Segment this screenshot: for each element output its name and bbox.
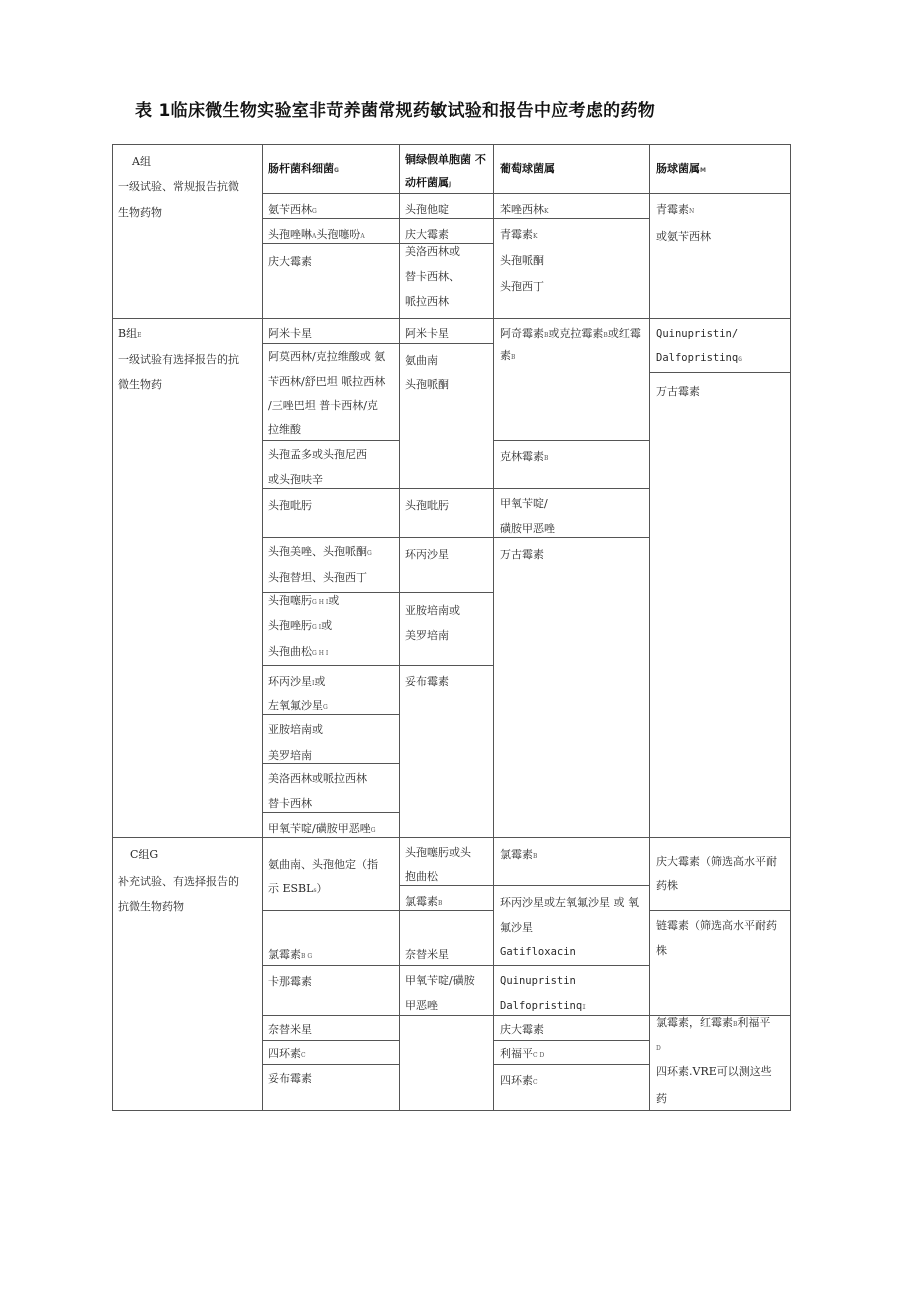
page-title: 表 1临床微生物实验室非苛养菌常规药敏试验和报告中应考虑的药物: [135, 101, 656, 121]
table-border-bottom: [112, 1110, 791, 1111]
drug-cell: 庆大霉素: [405, 228, 449, 241]
drug-cell: 哌拉西林: [405, 295, 449, 308]
drug-cell: 苄西林/舒巴坦 哌拉西林: [268, 375, 386, 388]
drug-cell: 奈替米星: [405, 948, 449, 961]
header-enterobacteriaceae: 肠杆菌科细菌G: [268, 162, 339, 175]
drug-cell: 四环素C: [500, 1074, 538, 1087]
table-border-left: [112, 144, 113, 1111]
drug-cell: 磺胺甲恶唑: [500, 522, 555, 535]
group-divider-c: [112, 837, 791, 838]
drug-cell: 妥布霉素: [268, 1072, 312, 1085]
drug-cell: 亚胺培南或: [405, 604, 460, 617]
drug-cell: 氨曲南、头孢他定（指: [268, 858, 378, 871]
group-b-desc-2: 微生物药: [118, 378, 162, 391]
drug-cell: 氯霉素B: [405, 895, 443, 908]
drug-cell: 头孢哌酮: [500, 254, 544, 267]
drug-cell: DalfopristinqG: [656, 352, 742, 364]
drug-cell: 四环素C: [268, 1047, 306, 1060]
drug-cell: Quinupristin/: [656, 328, 739, 340]
header-pseudomonas-line2: 动杆菌属J: [405, 176, 452, 189]
drug-cell: 氟沙星: [500, 921, 533, 934]
line: [649, 910, 790, 911]
drug-cell: 头孢西丁: [500, 280, 544, 293]
header-pseudomonas: 铜绿假单胞菌 不: [405, 153, 486, 166]
drug-cell: 苯唑西林K: [500, 203, 549, 216]
drug-cell: 头孢哌酮: [405, 378, 449, 391]
drug-cell: 庆大霉素（筛选高水平耐: [656, 855, 777, 868]
group-c-desc-2: 抗微生物药物: [118, 900, 184, 913]
drug-cell: 阿米卡星: [405, 327, 449, 340]
line: [262, 537, 399, 538]
header-enterococcus: 肠球菌属M: [656, 162, 706, 175]
drug-cell: 株: [656, 944, 667, 957]
drug-cell: 青霉素N: [656, 203, 695, 216]
table-border-top: [112, 144, 791, 145]
drug-cell: 万古霉素: [500, 548, 544, 561]
drug-cell: 左氧氟沙星G: [268, 699, 328, 712]
drug-cell: 氯霉素B G: [268, 948, 313, 961]
drug-cell: 或氨苄西林: [656, 230, 711, 243]
drug-cell: 环丙沙星或左氧氟沙星 或 氧: [500, 896, 639, 909]
table-border-right: [790, 144, 791, 1111]
drug-cell: 头孢唑啉A头孢噻吩A: [268, 228, 365, 241]
drug-cell: 氯霉素B: [500, 848, 538, 861]
drug-cell: 氯霉素，红霉素B利福平: [656, 1016, 771, 1029]
drug-cell: 头孢噻肟或头: [405, 846, 471, 859]
drug-cell: 药株: [656, 879, 678, 892]
header-staphylococcus: 葡萄球菌属: [500, 162, 555, 175]
drug-cell: 头孢美唑、头孢哌酮G: [268, 545, 372, 558]
drug-cell: 替卡西林: [268, 797, 312, 810]
drug-cell: 奈替米星: [268, 1023, 312, 1036]
drug-cell: 阿米卡星: [268, 327, 312, 340]
line: [493, 488, 649, 489]
drug-cell: 青霉素K: [500, 228, 538, 241]
drug-cell: 头孢孟多或头孢尼西: [268, 448, 367, 461]
drug-cell: 环丙沙星: [405, 548, 449, 561]
line: [399, 537, 493, 538]
drug-cell: 美洛西林或哌拉西林: [268, 772, 367, 785]
line: [399, 665, 493, 666]
drug-cell: 阿莫西林/克拉维酸或 氨: [268, 350, 386, 363]
drug-cell: 头孢替坦、头孢西丁: [268, 571, 367, 584]
group-c-name: C组G: [130, 848, 159, 861]
drug-cell: 头孢噻肟G H I或: [268, 594, 340, 607]
drug-cell: 甲氧苄啶/磺胺: [405, 974, 475, 987]
drug-cell: 克林霉素B: [500, 450, 549, 463]
header-divider: [262, 193, 791, 194]
drug-cell: 头孢曲松G H I: [268, 645, 329, 658]
drug-cell: 阿奇霉素B或克拉霉素B或红霉: [500, 327, 641, 340]
drug-cell: 氨苄西林G: [268, 203, 317, 216]
drug-cell: 示 ESBLs）: [268, 882, 328, 895]
group-a-desc-2: 生物药物: [118, 206, 162, 219]
drug-cell: 替卡西林、: [405, 270, 460, 283]
drug-cell: 氨曲南: [405, 354, 438, 367]
drug-cell: 或头孢呋辛: [268, 473, 323, 486]
drug-cell: 甲恶唑: [405, 999, 438, 1012]
line: [493, 885, 649, 886]
drug-cell: Quinupristin: [500, 975, 576, 987]
drug-cell: 庆大霉素: [500, 1023, 544, 1036]
group-a-desc: 一级试验、常规报告抗微: [118, 180, 239, 193]
drug-cell: 药: [656, 1092, 667, 1105]
drug-cell: 链霉素（筛选高水平耐药: [656, 919, 777, 932]
group-divider-b: [112, 318, 791, 319]
drug-cell: 卡那霉素: [268, 975, 312, 988]
drug-cell: 环丙沙星I或: [268, 675, 326, 688]
drug-cell: 头孢唑肟G I或: [268, 619, 333, 632]
drug-cell: 亚胺培南或: [268, 723, 323, 736]
drug-cell: 利福平C D: [500, 1047, 545, 1060]
drug-cell: 四环素.VRE可以测这些: [656, 1065, 772, 1078]
drug-cell: Gatifloxacin: [500, 946, 576, 958]
group-b-desc: 一级试验有选择报告的抗: [118, 353, 239, 366]
drug-cell: 万古霉素: [656, 385, 700, 398]
drug-cell: 头孢他啶: [405, 203, 449, 216]
line: [399, 592, 493, 593]
line: [493, 440, 649, 441]
drug-cell: D: [656, 1045, 661, 1052]
group-a-name: A组: [132, 155, 151, 168]
drug-cell: 拉维酸: [268, 423, 301, 436]
drug-cell: 甲氧苄啶/: [500, 497, 548, 510]
drug-cell: 素B: [500, 349, 516, 362]
drug-cell: 美罗培南: [405, 629, 449, 642]
column-divider-4: [649, 144, 650, 1111]
group-b-name: B组E: [118, 327, 142, 340]
group-c-desc: 补充试验、有选择报告的: [118, 875, 239, 888]
line: [262, 1015, 399, 1016]
drug-cell: 甲氧苄啶/磺胺甲恶唑G: [268, 822, 376, 835]
drug-cell: 抱曲松: [405, 870, 438, 883]
drug-cell: 美罗培南: [268, 749, 312, 762]
line: [399, 488, 493, 489]
drug-cell: DalfopristinqI: [500, 1000, 586, 1012]
drug-cell: 头孢吡肟: [405, 499, 449, 512]
drug-cell: 庆大霉素: [268, 255, 312, 268]
drug-cell: 妥布霉素: [405, 675, 449, 688]
line: [493, 965, 649, 966]
drug-cell: 头孢吡肟: [268, 499, 312, 512]
line: [262, 910, 399, 911]
drug-cell: 美洛西林或: [405, 245, 460, 258]
drug-cell: /三唑巴坦 普卡西林/克: [268, 399, 378, 412]
